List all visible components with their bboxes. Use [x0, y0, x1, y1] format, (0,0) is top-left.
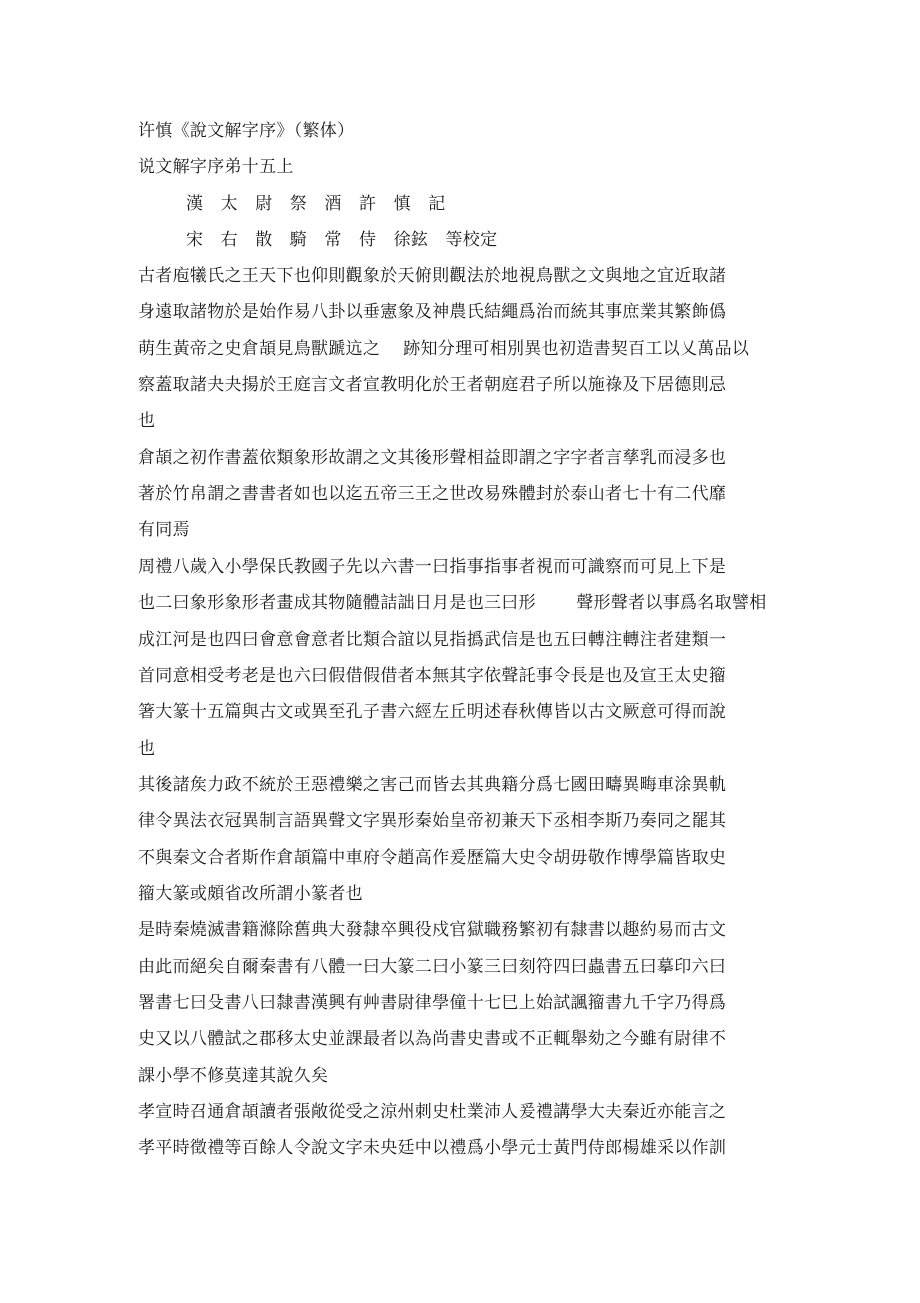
text-line: 律令異法衣冠異制言語異聲文字異形秦始皇帝初兼天下丞相李斯乃奏同之罷其 [138, 811, 727, 831]
text-line: 倉頡之初作書蓋依類象形故謂之文其後形聲相益即謂之字字者言孳乳而浸多也 [138, 448, 727, 468]
document-title: 许慎《說文解字序》（繁体） [138, 121, 355, 141]
text-line: 課小學不修莫達其說久矣 [138, 1066, 329, 1086]
text-line: 成江河是也四曰會意會意者比類合誼以見指撝武信是也五曰轉注轉注者建類一 [138, 630, 727, 650]
text-line: 萌生黃帝之史倉頡見鳥獸蹏迒之 跡知分理可相別異也初造書契百工以乂萬品以 [138, 339, 750, 359]
text-line: 也 [138, 739, 156, 759]
document-subtitle: 说文解字序弟十五上 [138, 157, 294, 177]
text-line: 史又以八體試之郡移太史並課最者以為尚書史書或不正輒舉劾之今雖有尉律不 [138, 1029, 727, 1049]
text-line: 也二曰象形象形者畫成其物隨體詰詘日月是也三曰形 聲形聲者以事爲名取譬相 [138, 593, 767, 613]
text-line: 身遠取諸物於是始作易八卦以垂憲象及神農氏結繩爲治而統其事庶業其繁飾僞 [138, 302, 727, 322]
text-line: 孝平時徵禮等百餘人令說文字未央廷中以禮爲小學元士黃門侍郎楊雄采以作訓 [138, 1138, 727, 1158]
text-line: 箸大篆十五篇與古文或異至孔子書六經左丘明述春秋傳皆以古文厥意可得而說 [138, 702, 727, 722]
text-line: 也 [138, 411, 156, 431]
text-line: 周禮八歲入小學保氏教國子先以六書一曰指事指事者視而可識察而可見上下是 [138, 557, 727, 577]
text-line: 籀大篆或頗省改所謂小篆者也 [138, 884, 363, 904]
text-line: 署書七曰殳書八曰隸書漢興有艸書尉律學僮十七巳上始試諷籀書九千字乃得爲 [138, 993, 727, 1013]
text-line: 有同焉 [138, 520, 190, 540]
text-line: 察蓋取諸夬夬揚於王庭言文者宣教明化於王者朝庭君子所以施祿及下居德則忌 [138, 375, 727, 395]
text-line: 由此而絕矣自爾秦書有八體一曰大篆二曰小篆三曰刻符四曰蟲書五曰摹印六曰 [138, 957, 727, 977]
text-line: 首同意相受考老是也六曰假借假借者本無其字依聲託事令長是也及宣王太史籀 [138, 666, 727, 686]
text-line: 是時秦燒滅書籍滌除舊典大發隸卒興役戍官獄職務繁初有隸書以趣約易而古文 [138, 920, 727, 940]
text-line: 其後諸矦力政不統於王惡禮樂之害己而皆去其典籍分爲七國田疇異畮車涂異軌 [138, 775, 727, 795]
text-line: 孝宣時召通倉頡讀者張敞從受之涼州刺史杜業沛人爰禮講學大夫秦近亦能言之 [138, 1102, 727, 1122]
byline-editor: 宋 右 散 騎 常 侍 徐鉉 等校定 [186, 230, 498, 250]
byline-author: 漢 太 尉 祭 酒 許 慎 記 [186, 194, 446, 214]
text-line: 不與秦文合者斯作倉頡篇中車府令趙高作爰歷篇大史令胡毋敬作博學篇皆取史 [138, 848, 727, 868]
text-line: 古者庖犧氏之王天下也仰則觀象於天俯則觀法於地視鳥獸之文與地之宜近取諸 [138, 266, 727, 286]
text-line: 著於竹帛謂之書書者如也以迄五帝三王之世改易殊體封於泰山者七十有二代靡 [138, 484, 727, 504]
